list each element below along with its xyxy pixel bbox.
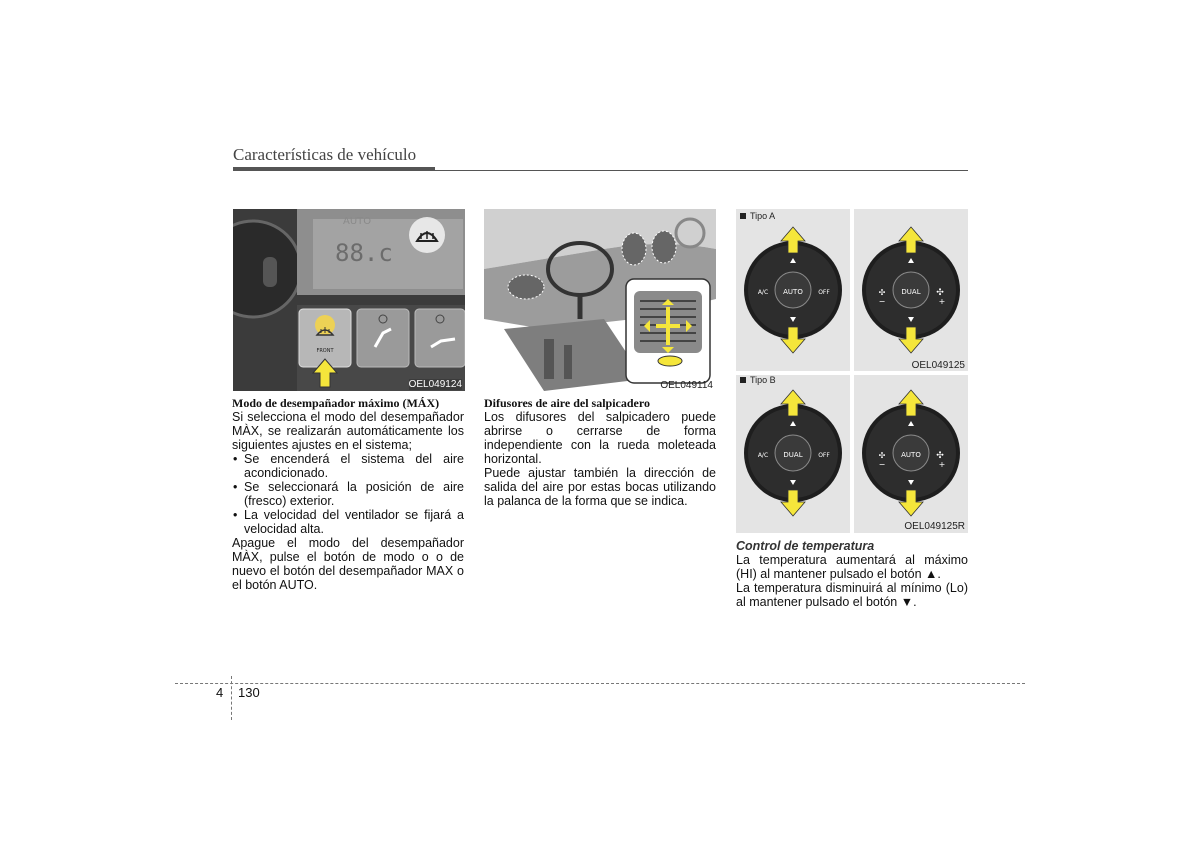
svg-text:✣: ✣: [878, 288, 886, 297]
svg-text:✣: ✣: [878, 451, 886, 460]
chapter-number: 4: [216, 685, 224, 700]
column-temperature-text: [736, 539, 968, 609]
ac-label: A/C: [757, 452, 769, 459]
column-vents-text: [484, 396, 716, 508]
off-label: OFF: [818, 289, 830, 296]
page-number: 130: [238, 685, 260, 700]
defroster-heading: Modo de desempañador máximo (MÁX): [232, 396, 440, 410]
dashboard-illustration: [484, 209, 716, 391]
svg-text:✣: ✣: [936, 451, 944, 461]
type-b-figure-code: OEL049125R: [904, 521, 965, 532]
vents-paragraph-1: Los difusores del salpicadero puede abrirse o cerrarse de forma independiente con la rueda moleteada horizontal.: [484, 410, 716, 466]
svg-text:AUTO: AUTO: [343, 216, 372, 227]
plus-label: +: [938, 460, 946, 469]
defroster-illustration: [233, 209, 465, 391]
auto-label: AUTO: [901, 451, 921, 459]
temperature-subheading: Control de temperatura: [736, 539, 875, 553]
plus-label: +: [938, 297, 946, 306]
defroster-figure: [233, 209, 465, 391]
defroster-intro: Si selecciona el modo del desempañador MÀX, se realizarán automáticamente los siguientes ajustes en el sistema;: [232, 410, 464, 452]
temperature-paragraph-1: La temperatura aumentará al máximo (HI) al mantener pulsado el botón ▲.: [736, 553, 968, 581]
header-rule-thin: [233, 170, 968, 171]
vents-paragraph-2: Puede ajustar también la dirección de salida del aire por estas bocas utilizando la palanca de la forma que se indica.: [484, 466, 716, 508]
front-button-label: FRONT: [316, 348, 334, 354]
type-a-label: Tipo A: [740, 211, 775, 221]
dual-label: DUAL: [783, 451, 803, 459]
temperature-paragraph-2: La temperatura disminuirá al mínimo (Lo) al mantener pulsado el botón ▼.: [736, 581, 968, 609]
auto-label: AUTO: [783, 288, 803, 296]
dual-label: DUAL: [901, 288, 921, 296]
vents-heading: Difusores de aire del salpicadero: [484, 396, 650, 410]
column-defroster-text: [232, 396, 464, 592]
type-b-label: Tipo B: [740, 375, 776, 385]
defroster-outro: Apague el modo del desempañador MÀX, pulse el botón de modo o o de nuevo el botón del desempañador MAX o el botón AUTO.: [232, 536, 464, 592]
type-a-figure-code: OEL049125: [911, 360, 965, 371]
minus-label: −: [878, 460, 886, 469]
dashboard-vents-figure: [484, 209, 716, 391]
svg-text:✣: ✣: [936, 288, 944, 298]
section-title: Características de vehículo: [233, 145, 417, 164]
svg-text:88.c: 88.c: [335, 239, 393, 267]
climate-knobs-figure: [736, 209, 968, 533]
list-item: • Se encenderá el sistema del aire acondicionado.: [232, 452, 464, 480]
defroster-bullet-list: [232, 452, 464, 536]
footer-divider: [231, 676, 232, 720]
list-item: • La velocidad del ventilador se fijará a velocidad alta.: [232, 508, 464, 536]
off-label: OFF: [818, 452, 830, 459]
footer-rule: [175, 683, 1025, 684]
ac-label: A/C: [757, 289, 769, 296]
defroster-figure-code: OEL049124: [408, 379, 462, 390]
climate-knobs-illustration: [736, 209, 968, 533]
dashboard-figure-code: OEL049114: [660, 380, 713, 391]
list-item: • Se seleccionará la posición de aire (fresco) exterior.: [232, 480, 464, 508]
minus-label: −: [878, 297, 886, 306]
